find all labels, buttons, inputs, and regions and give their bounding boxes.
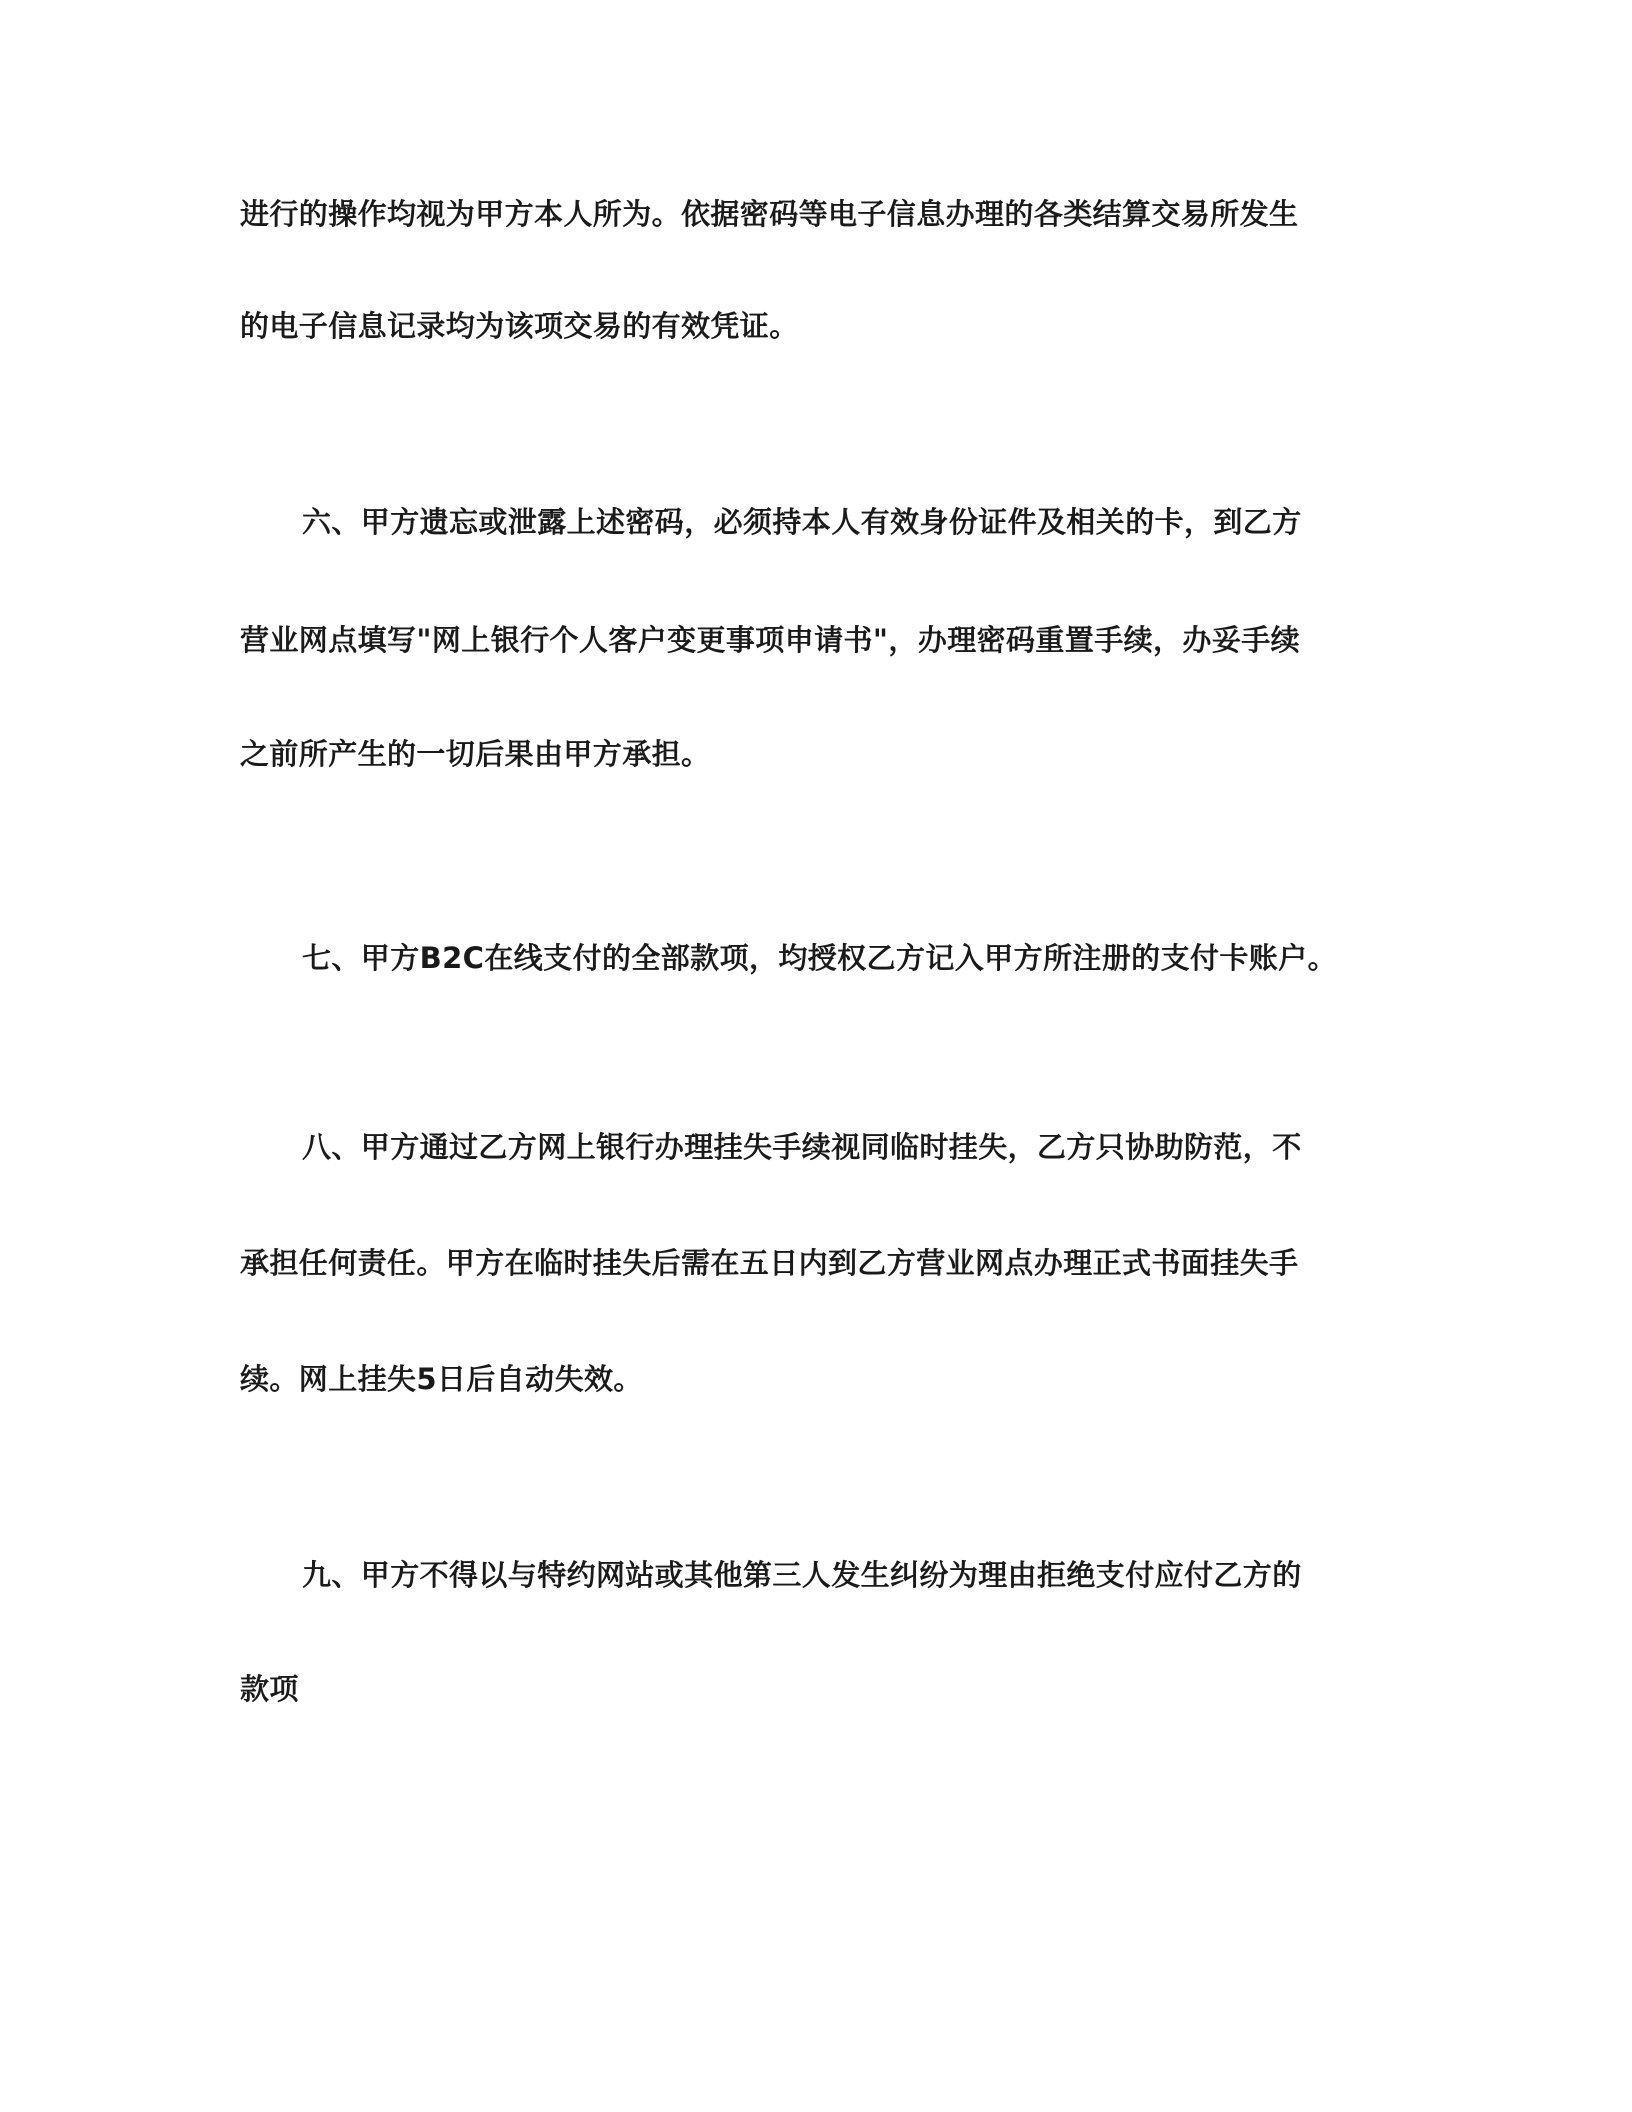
paragraph-6-line-2: 营业网点填写"网上银行个人客户变更事项申请书"，办理密码重置手续，办妥手续 bbox=[240, 623, 1301, 657]
paragraph-8-line-1: 八、甲方通过乙方网上银行办理挂失手续视同临时挂失，乙方只协助防范，不 bbox=[302, 1130, 1302, 1164]
paragraph-8-line-2: 承担任何责任。甲方在临时挂失后需在五日内到乙方营业网点办理正式书面挂失手 bbox=[240, 1246, 1299, 1280]
paragraph-1-line-2: 的电子信息记录均为该项交易的有效凭证。 bbox=[240, 309, 799, 343]
paragraph-6-line-1: 六、甲方遗忘或泄露上述密码，必须持本人有效身份证件及相关的卡，到乙方 bbox=[302, 505, 1302, 539]
paragraph-8-line-3: 续。网上挂失5日后自动失效。 bbox=[240, 1362, 643, 1396]
paragraph-7-line-1: 七、甲方B2C在线支付的全部款项，均授权乙方记入甲方所注册的支付卡账户。 bbox=[302, 941, 1337, 975]
paragraph-6-line-3: 之前所产生的一切后果由甲方承担。 bbox=[240, 737, 711, 771]
paragraph-9-line-2: 款项 bbox=[240, 1672, 299, 1706]
paragraph-1-line-1: 进行的操作均视为甲方本人所为。依据密码等电子信息办理的各类结算交易所发生 bbox=[240, 197, 1299, 231]
paragraph-9-line-1: 九、甲方不得以与特约网站或其他第三人发生纠纷为理由拒绝支付应付乙方的 bbox=[302, 1558, 1302, 1592]
